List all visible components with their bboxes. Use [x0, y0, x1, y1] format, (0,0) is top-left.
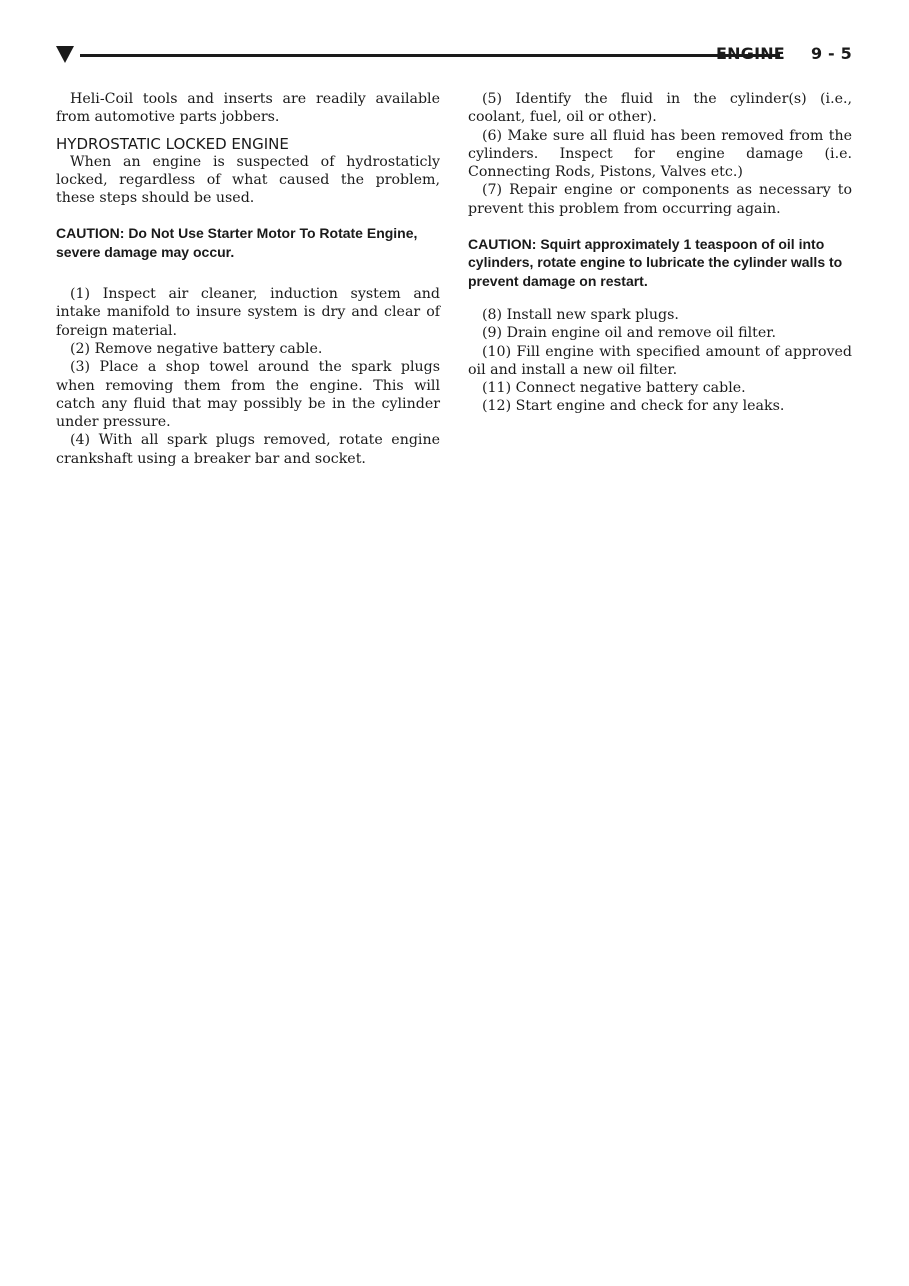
- right-column: [468, 90, 852, 416]
- triangle-marker-icon: [56, 46, 74, 63]
- section-heading: HYDROSTATIC LOCKED ENGINE: [56, 134, 289, 153]
- caution-note: CAUTION: Squirt approximately 1 teaspoon of oil into cylinders, rotate engine to lubricate the cylinder walls to prevent damage on restart.: [468, 236, 843, 289]
- step-4: (4) With all spark plugs removed, rotate engine crankshaft using a breaker bar and socket.: [56, 432, 440, 467]
- step-6: (6) Make sure all fluid has been removed from the cylinders. Inspect for engine damage (i.e. Connecting Rods, Pistons, Valves etc.): [468, 127, 852, 181]
- body-paragraph: When an engine is suspected of hydrostaticly locked, regardless of what caused the problem, these steps should be used.: [56, 153, 440, 207]
- step-7: (7) Repair engine or components as necessary to prevent this problem from occurring again.: [468, 182, 852, 217]
- caution-note: CAUTION: Do Not Use Starter Motor To Rotate Engine, severe damage may occur.: [56, 225, 418, 260]
- step-12: (12) Start engine and check for any leaks.: [482, 398, 785, 415]
- page-header: [56, 44, 852, 66]
- section-title: ENGINE: [716, 44, 785, 63]
- step-11: (11) Connect negative battery cable.: [482, 380, 746, 397]
- intro-paragraph: Heli-Coil tools and inserts are readily available from automotive parts jobbers.: [56, 91, 440, 126]
- left-column: [56, 90, 440, 468]
- step-5: (5) Identify the fluid in the cylinder(s) (i.e., coolant, fuel, oil or other).: [468, 91, 852, 126]
- header-rule: [80, 54, 780, 57]
- step-3: (3) Place a shop towel around the spark plugs when removing them from the engine. This will catch any fluid that may possibly be in the cylinder under pressure.: [56, 359, 440, 431]
- step-2: (2) Remove negative battery cable.: [70, 340, 323, 357]
- step-8: (8) Install new spark plugs.: [482, 306, 679, 323]
- step-1: (1) Inspect air cleaner, induction system and intake manifold to insure system is dry and clear of foreign material.: [56, 286, 440, 339]
- step-9: (9) Drain engine oil and remove oil filter.: [482, 325, 776, 342]
- header-text: [716, 44, 852, 63]
- step-10: (10) Fill engine with specified amount of approved oil and install a new oil filter.: [468, 343, 852, 378]
- page-number: 9 - 5: [810, 44, 852, 63]
